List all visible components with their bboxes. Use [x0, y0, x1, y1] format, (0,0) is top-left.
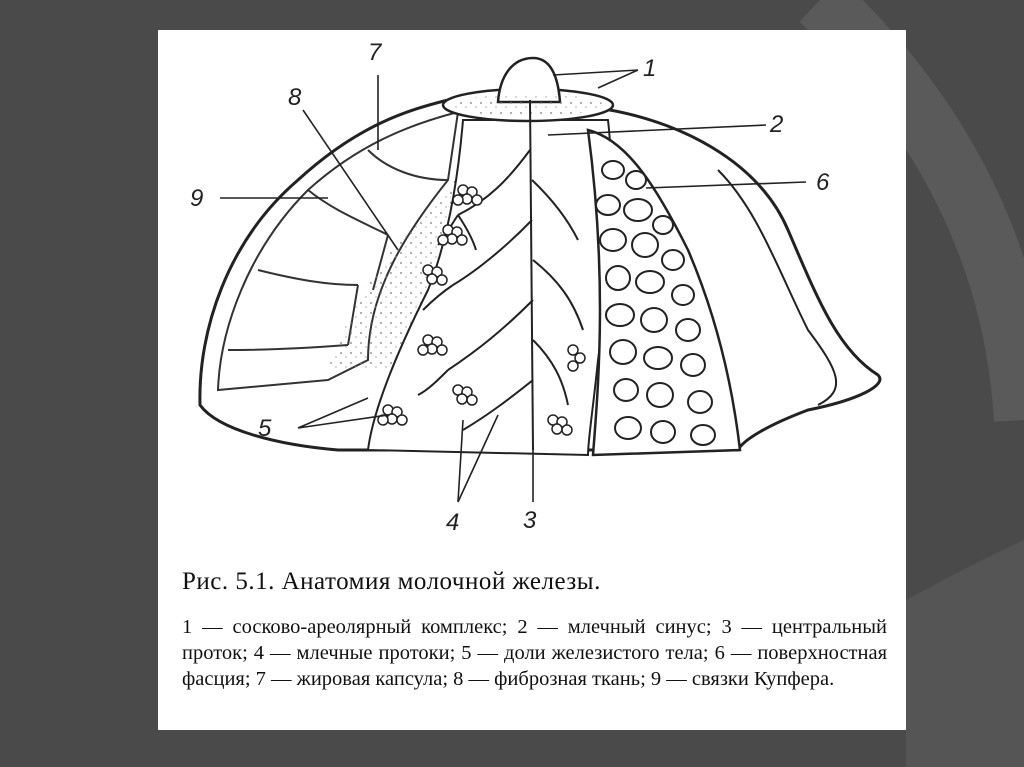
areola-texture	[453, 94, 603, 116]
callout-3: 3	[523, 507, 537, 534]
breast-anatomy-diagram	[158, 30, 906, 575]
figure-caption-title: Рис. 5.1. Анатомия молочной железы.	[182, 568, 601, 595]
callout-8: 8	[288, 84, 302, 111]
callout-2: 2	[770, 111, 784, 138]
callout-1: 1	[643, 55, 657, 82]
callout-6: 6	[816, 169, 830, 196]
callout-7: 7	[368, 39, 382, 66]
callout-4: 4	[446, 509, 460, 536]
figure-panel	[158, 30, 906, 730]
callout-5: 5	[258, 415, 272, 442]
figure-caption-legend: 1 — сосково-ареолярный комплекс; 2 — млечный синус; 3 — центральный проток; 4 — млечные протоки; 5 — доли железистого тела; 6 — поверхностная фасция; 7 — жировая капсула; 8 — фиброзная ткань; 9 — связки Купфера.	[182, 616, 887, 690]
callout-9: 9	[190, 185, 204, 212]
